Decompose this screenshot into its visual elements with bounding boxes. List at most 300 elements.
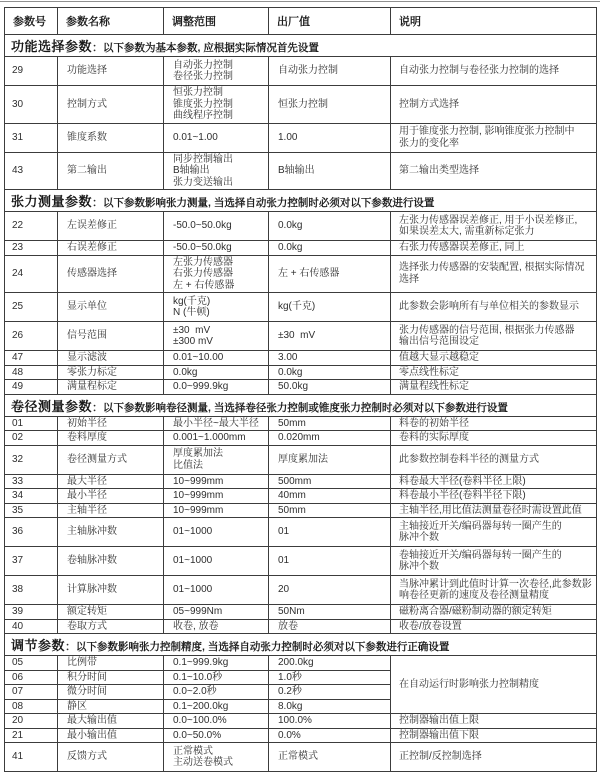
cell-line: 恒张力控制: [278, 98, 328, 110]
param-name-cell: [58, 474, 164, 489]
param-row-25: [5, 293, 597, 322]
description-cell: [391, 619, 597, 634]
table-body: [5, 35, 597, 772]
param-name-cell: [58, 743, 164, 772]
description-cell: [391, 547, 597, 576]
param-row-29: [5, 57, 597, 86]
description-cell: [391, 322, 597, 351]
cell-line: 左 + 右传感器: [173, 279, 235, 291]
factory-value-cell: [269, 489, 391, 504]
cell-line: 显示滤波: [67, 352, 107, 363]
param-name-cell: [58, 416, 164, 431]
cell-line: 卷取方式: [67, 620, 107, 632]
param-name-cell: [58, 293, 164, 322]
factory-value-cell: [269, 152, 391, 190]
range-cell: [164, 365, 269, 380]
section-note: 以下参数为基本参数, 应根据实际情况首先设置: [103, 42, 319, 54]
param-no-cell: [5, 576, 58, 605]
param-no-cell: [5, 656, 58, 671]
param-no-cell: [5, 670, 58, 685]
param-row-34: [5, 489, 597, 504]
range-cell: [164, 431, 269, 446]
cell-line: 01~1000: [173, 584, 213, 596]
cell-line: 23: [12, 242, 24, 253]
description-cell: [391, 656, 597, 714]
param-name-cell: [58, 619, 164, 634]
cell-line: 右张力传感器: [173, 268, 233, 279]
cell-line: 卷径张力控制: [173, 71, 233, 82]
cell-line: 50.0kg: [278, 381, 309, 392]
section-note: 以下参数影响张力控制精度, 当选择自动张力控制时必须对以下参数进行正确设置: [76, 641, 450, 653]
cell-line: 控制方式选择: [399, 98, 459, 110]
description-cell: [391, 351, 597, 366]
cell-line: 26: [12, 330, 24, 342]
description-cell: [391, 293, 597, 322]
cell-line: 零点线性标定: [399, 366, 459, 378]
cell-line: 满量程标定: [67, 381, 117, 392]
section-note: 以下参数影响卷径测量, 当选择卷径张力控制或锥度张力控制时必须对以下参数进行设置: [103, 401, 508, 414]
param-row-40: [5, 619, 597, 634]
cell-line: 0.0~100.0%: [173, 715, 227, 726]
factory-value-cell: [269, 728, 391, 743]
cell-line: 0.0~50.0%: [173, 729, 222, 741]
param-no-cell: [5, 416, 58, 431]
cell-line: 自动张力控制: [278, 65, 338, 77]
param-no-cell: [5, 86, 58, 124]
param-row-26: [5, 322, 597, 351]
param-row-38: [5, 576, 597, 605]
param-name-cell: [58, 576, 164, 605]
description-cell: [391, 445, 597, 474]
cell-line: 主动送卷模式: [173, 757, 233, 768]
factory-value-cell: [269, 123, 391, 152]
cell-line: 0.0kg: [278, 242, 303, 253]
param-no-cell: [5, 547, 58, 576]
cell-line: 主轴接近开关/编码器每转一圈产生的: [399, 520, 562, 532]
cell-line: B轴输出: [278, 165, 315, 176]
factory-value-cell: [269, 255, 391, 293]
param-row-49: [5, 380, 597, 395]
cell-line: N (牛顿): [173, 307, 210, 318]
param-name-cell: [58, 605, 164, 620]
range-cell: [164, 123, 269, 152]
section-colon: ：: [92, 197, 104, 209]
description-cell: [391, 416, 597, 431]
cell-line: 10~999mm: [173, 504, 224, 516]
column-header-param-no: 参数号: [5, 8, 58, 35]
param-name-cell: [58, 728, 164, 743]
cell-line: 0.0kg: [173, 366, 198, 378]
factory-value-cell: [269, 605, 391, 620]
cell-line: 50Nm: [278, 606, 305, 617]
param-name-cell: [58, 152, 164, 190]
param-row-35: [5, 503, 597, 518]
cell-line: 最小输出值: [67, 729, 117, 741]
cell-line: 比值法: [173, 459, 203, 471]
param-name-cell: [58, 503, 164, 518]
cell-line: 02: [12, 432, 24, 443]
cell-line: 0.0~999.9kg: [173, 381, 229, 392]
param-name-cell: [58, 351, 164, 366]
description-cell: [391, 714, 597, 729]
cell-line: 21: [12, 729, 24, 741]
range-cell: [164, 619, 269, 634]
cell-line: 01~1000: [173, 555, 213, 567]
cell-line: 31: [12, 131, 24, 143]
cell-line: 30: [12, 98, 24, 110]
param-row-02: [5, 431, 597, 446]
cell-line: 43: [12, 165, 24, 176]
range-cell: [164, 576, 269, 605]
factory-value-cell: [269, 670, 391, 685]
cell-line: 输出信号范围设定: [399, 336, 479, 347]
cell-line: 锥度系数: [67, 131, 107, 143]
cell-line: 满量程线性标定: [399, 381, 469, 392]
cell-line: 值越大显示越稳定: [399, 352, 479, 363]
cell-line: 最小半径~最大半径: [173, 417, 259, 429]
param-row-36: [5, 518, 597, 547]
param-row-31: [5, 123, 597, 152]
section-header-row-1: [5, 35, 597, 57]
description-cell: [391, 728, 597, 743]
cell-line: kg(千克): [278, 301, 316, 313]
param-row-01: [5, 416, 597, 431]
cell-line: 左误差修正: [67, 220, 117, 232]
cell-line: 01~1000: [173, 526, 213, 538]
param-row-30: [5, 86, 597, 124]
cell-line: 05: [12, 657, 24, 668]
cell-line: 0.020mm: [278, 432, 320, 443]
param-name-cell: [58, 57, 164, 86]
cell-line: 料卷最小半径(卷料半径下限): [399, 490, 526, 501]
param-name-cell: [58, 670, 164, 685]
cell-line: 脉冲个数: [399, 532, 439, 543]
param-name-cell: [58, 699, 164, 714]
cell-line: 08: [12, 700, 24, 712]
cell-line: 右张力传感器误差修正, 同上: [399, 242, 525, 253]
cell-line: 厚度累加法: [278, 453, 328, 465]
range-cell: [164, 351, 269, 366]
cell-line: 最大半径: [67, 475, 107, 487]
parameters-table: [4, 7, 597, 772]
cell-line: 最小半径: [67, 490, 107, 501]
cell-line: 正控制/反控制选择: [399, 751, 482, 763]
cell-line: 07: [12, 686, 24, 697]
factory-value-cell: [269, 445, 391, 474]
param-no-cell: [5, 685, 58, 700]
cell-line: 41: [12, 751, 24, 763]
cell-line: 37: [12, 555, 24, 567]
cell-line: 左张力传感器误差修正, 用于小误差修正,: [399, 214, 578, 226]
section-header-row-2: [5, 190, 597, 212]
range-cell: [164, 57, 269, 86]
cell-line: 3.00: [278, 352, 298, 363]
param-row-23: [5, 241, 597, 256]
param-no-cell: [5, 728, 58, 743]
cell-line: 微分时间: [67, 686, 107, 697]
cell-line: 卷轴接近开关/编码器每转一圈产生的: [399, 549, 562, 561]
factory-value-cell: [269, 518, 391, 547]
description-cell: [391, 152, 597, 190]
param-no-cell: [5, 123, 58, 152]
section-title: 张力测量参数: [11, 194, 93, 209]
range-cell: [164, 293, 269, 322]
param-row-48: [5, 365, 597, 380]
section-header-row-4: [5, 634, 597, 656]
range-cell: [164, 86, 269, 124]
cell-line: 36: [12, 526, 24, 538]
description-cell: [391, 431, 597, 446]
cell-line: 同步控制输出: [173, 153, 233, 165]
cell-line: 在自动运行时影响张力控制精度: [399, 678, 539, 690]
cell-line: 01: [278, 555, 290, 567]
cell-line: 卷径测量方式: [67, 453, 127, 465]
description-cell: [391, 518, 597, 547]
cell-line: 卷料的实际厚度: [399, 432, 469, 443]
range-cell: [164, 699, 269, 714]
param-no-cell: [5, 714, 58, 729]
factory-value-cell: [269, 351, 391, 366]
cell-line: 控制方式: [67, 98, 107, 110]
cell-line: 积分时间: [67, 671, 107, 683]
param-no-cell: [5, 351, 58, 366]
cell-line: 控制器输出值下限: [399, 729, 479, 741]
cell-line: 32: [12, 453, 24, 465]
factory-value-cell: [269, 714, 391, 729]
cell-line: 第二输出: [67, 165, 107, 176]
param-row-32: [5, 445, 597, 474]
section-header-cell: [5, 394, 597, 416]
cell-line: 额定转矩: [67, 606, 107, 617]
factory-value-cell: [269, 685, 391, 700]
description-cell: [391, 743, 597, 772]
cell-line: 选择张力传感器的安装配置, 根据实际情况: [399, 262, 585, 274]
cell-line: 48: [12, 366, 24, 378]
param-no-cell: [5, 212, 58, 241]
range-cell: [164, 212, 269, 241]
column-header-range: 调整范围: [164, 8, 269, 35]
factory-value-cell: [269, 241, 391, 256]
cell-line: 33: [12, 475, 24, 487]
cell-line: 当脉冲累计到此值时计算一次卷径,此参数影: [399, 578, 592, 590]
cell-line: 显示单位: [67, 301, 107, 313]
cell-line: 50mm: [278, 417, 306, 429]
cell-line: B轴输出: [173, 165, 210, 176]
cell-line: 张力变送输出: [173, 176, 233, 188]
param-no-cell: [5, 474, 58, 489]
param-no-cell: [5, 241, 58, 256]
range-cell: [164, 656, 269, 671]
factory-value-cell: [269, 699, 391, 714]
section-header-cell: [5, 35, 597, 57]
param-no-cell: [5, 152, 58, 190]
description-cell: [391, 241, 597, 256]
cell-line: 0.0~2.0秒: [173, 686, 217, 697]
cell-line: 自动张力控制: [173, 59, 233, 71]
factory-value-cell: [269, 474, 391, 489]
factory-value-cell: [269, 619, 391, 634]
cell-line: 第二输出类型选择: [399, 165, 479, 176]
cell-line: 恒张力控制: [173, 87, 223, 98]
cell-line: 8.0kg: [278, 700, 303, 712]
cell-line: 收卷, 放卷: [173, 620, 219, 632]
section-header-cell: [5, 190, 597, 212]
cell-line: 左 + 右传感器: [278, 268, 340, 279]
param-no-cell: [5, 605, 58, 620]
cell-line: 料卷的初始半径: [399, 417, 469, 429]
cell-line: 脉冲个数: [399, 561, 439, 572]
cell-line: 反馈方式: [67, 751, 107, 763]
param-name-cell: [58, 518, 164, 547]
cell-line: 0.01~1.00: [173, 131, 218, 143]
top-rule: [0, 1, 600, 2]
range-cell: [164, 547, 269, 576]
cell-line: 0.001~1.000mm: [173, 432, 246, 443]
param-name-cell: [58, 380, 164, 395]
section-header-cell: [5, 634, 597, 656]
cell-line: 此参数会影响所有与单位相关的参数显示: [399, 301, 579, 313]
param-name-cell: [58, 489, 164, 504]
cell-line: 放卷: [278, 620, 298, 632]
range-cell: [164, 503, 269, 518]
cell-line: 功能选择: [67, 65, 107, 77]
param-row-21: [5, 728, 597, 743]
param-name-cell: [58, 445, 164, 474]
cell-line: 0.0%: [278, 729, 301, 741]
cell-line: 39: [12, 606, 24, 617]
description-cell: [391, 489, 597, 504]
cell-line: 29: [12, 65, 24, 77]
factory-value-cell: [269, 365, 391, 380]
range-cell: [164, 380, 269, 395]
range-cell: [164, 685, 269, 700]
cell-line: 22: [12, 220, 24, 232]
cell-line: 1.0秒: [278, 671, 302, 683]
param-name-cell: [58, 656, 164, 671]
section-note: 以下参数影响张力测量, 当选择自动张力控制时必须对以下参数进行设置: [103, 197, 435, 209]
cell-line: 张力传感器的信号范围, 根据张力传感器: [399, 324, 575, 336]
cell-line: 01: [278, 526, 290, 538]
range-cell: [164, 322, 269, 351]
param-name-cell: [58, 241, 164, 256]
cell-line: 24: [12, 268, 24, 279]
cell-line: -50.0~50.0kg: [173, 242, 232, 253]
range-cell: [164, 255, 269, 293]
table-header: [5, 8, 597, 35]
cell-line: 收卷/放卷设置: [399, 620, 462, 632]
description-cell: [391, 123, 597, 152]
param-row-39: [5, 605, 597, 620]
cell-line: 用于锥度张力控制, 影响锥度张力控制中: [399, 126, 575, 137]
cell-line: 100.0%: [278, 715, 312, 726]
param-name-cell: [58, 255, 164, 293]
param-row-41: [5, 743, 597, 772]
param-row-43: [5, 152, 597, 190]
param-no-cell: [5, 503, 58, 518]
cell-line: 0.1~10.0秒: [173, 671, 223, 683]
param-name-cell: [58, 212, 164, 241]
cell-line: 10~999mm: [173, 475, 224, 487]
factory-value-cell: [269, 656, 391, 671]
param-no-cell: [5, 255, 58, 293]
cell-line: 正常模式: [173, 745, 213, 757]
description-cell: [391, 503, 597, 518]
range-cell: [164, 518, 269, 547]
param-row-47: [5, 351, 597, 366]
param-no-cell: [5, 365, 58, 380]
factory-value-cell: [269, 380, 391, 395]
cell-line: 如果误差太大, 需重新标定张力: [399, 226, 535, 237]
cell-line: 卷料厚度: [67, 432, 107, 443]
cell-line: 静区: [67, 700, 87, 712]
param-row-22: [5, 212, 597, 241]
range-cell: [164, 241, 269, 256]
section-header-row-3: [5, 394, 597, 416]
cell-line: 卷轴脉冲数: [67, 555, 117, 567]
param-no-cell: [5, 619, 58, 634]
cell-line: 38: [12, 584, 24, 596]
column-header-factory-value: 出厂值: [269, 8, 391, 35]
description-cell: [391, 380, 597, 395]
cell-line: kg(千克): [173, 295, 211, 307]
cell-line: 曲线程序控制: [173, 110, 233, 121]
factory-value-cell: [269, 293, 391, 322]
factory-value-cell: [269, 212, 391, 241]
cell-line: 此参数控制卷料半径的测量方式: [399, 453, 539, 465]
section-title: 功能选择参数: [11, 39, 93, 54]
factory-value-cell: [269, 547, 391, 576]
cell-line: 40mm: [278, 490, 306, 501]
column-header-description: 说明: [391, 8, 597, 35]
cell-line: 1.00: [278, 131, 298, 143]
cell-line: ±30 mV: [173, 324, 211, 336]
param-no-cell: [5, 57, 58, 86]
cell-line: ±30 mV: [278, 330, 316, 342]
range-cell: [164, 445, 269, 474]
cell-line: 0.2秒: [278, 686, 302, 697]
cell-line: 控制器输出值上限: [399, 715, 479, 726]
range-cell: [164, 416, 269, 431]
cell-line: 50mm: [278, 504, 306, 516]
cell-line: 49: [12, 381, 24, 392]
range-cell: [164, 743, 269, 772]
section-title: 调节参数: [11, 638, 66, 653]
range-cell: [164, 605, 269, 620]
factory-value-cell: [269, 431, 391, 446]
param-no-cell: [5, 431, 58, 446]
section-title: 卷径测量参数: [11, 398, 93, 414]
cell-line: 右误差修正: [67, 242, 117, 253]
param-name-cell: [58, 685, 164, 700]
range-cell: [164, 489, 269, 504]
param-row-20: [5, 714, 597, 729]
cell-line: 06: [12, 671, 24, 683]
param-no-cell: [5, 489, 58, 504]
description-cell: [391, 212, 597, 241]
cell-line: 初始半径: [67, 417, 107, 429]
cell-line: 计算脉冲数: [67, 584, 117, 596]
cell-line: -50.0~50.0kg: [173, 220, 232, 232]
factory-value-cell: [269, 322, 391, 351]
cell-line: 05~999Nm: [173, 606, 223, 617]
param-name-cell: [58, 714, 164, 729]
cell-line: 40: [12, 620, 24, 632]
cell-line: 0.0kg: [278, 220, 303, 232]
param-name-cell: [58, 365, 164, 380]
cell-line: 左张力传感器: [173, 256, 233, 268]
param-name-cell: [58, 431, 164, 446]
range-cell: [164, 728, 269, 743]
